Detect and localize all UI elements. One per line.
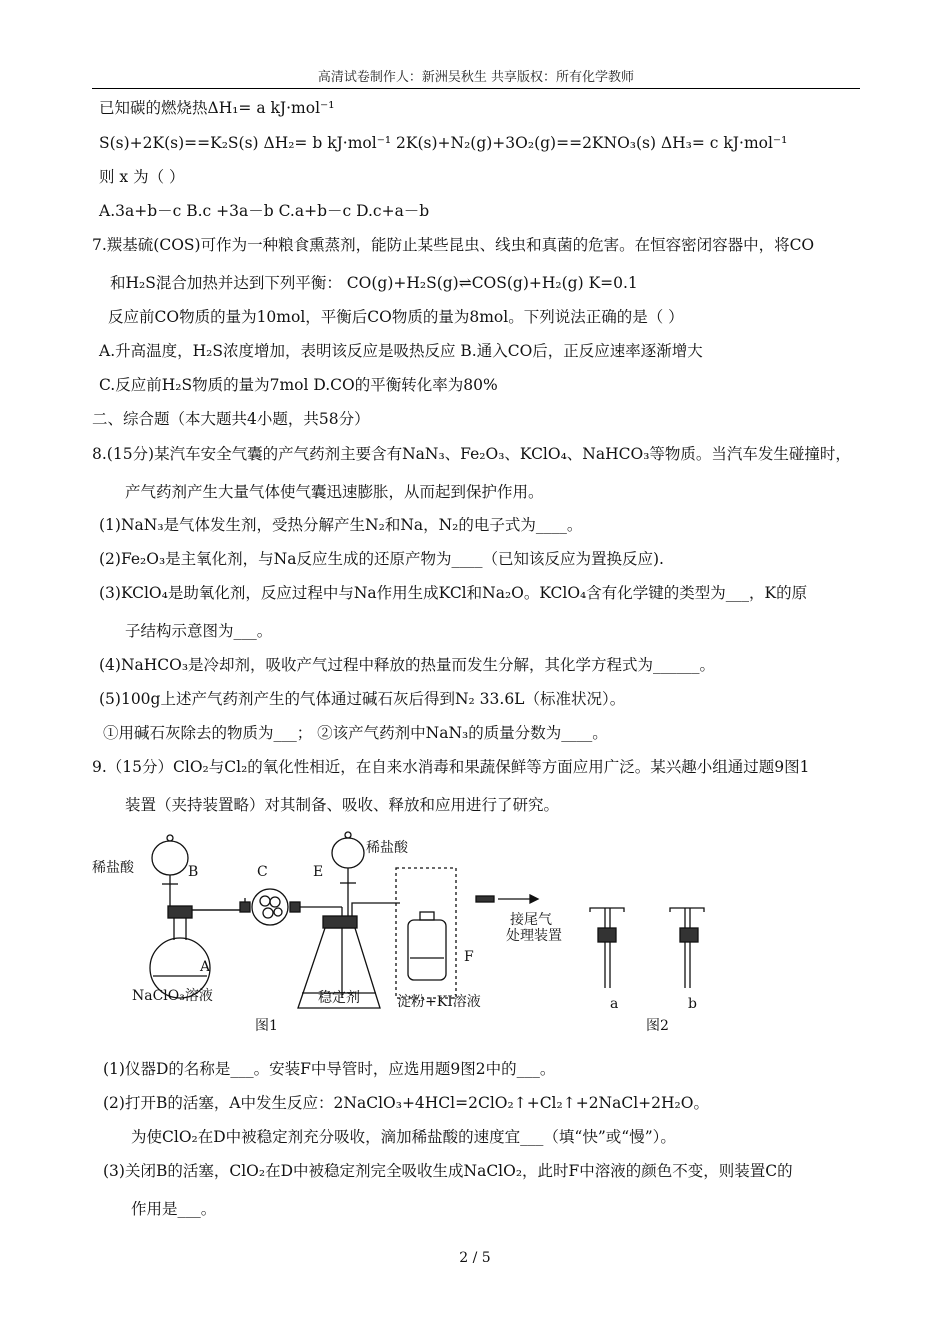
label-stabilizer: 稳定剂 — [318, 990, 360, 1006]
label-tube-b: b — [688, 996, 697, 1012]
text-line: 为使ClO₂在D中被稳定剂充分吸收，滴加稀盐酸的速度宜___（填“快”或“慢”）。 — [131, 1128, 676, 1146]
text-line: A.3a+b－c B.c +3a－b C.a+b－c D.c+a－b — [99, 202, 430, 220]
text-line: 产气药剂产生大量气体使气囊迅速膨胀，从而起到保护作用。 — [125, 483, 544, 501]
bottle-f — [408, 920, 446, 980]
label-fig2: 图2 — [646, 1018, 669, 1034]
label-acid-left: 稀盐酸 — [92, 860, 134, 876]
text-line: 子结构示意图为___。 — [125, 622, 273, 640]
label-e: E — [313, 864, 324, 880]
text-line: (2)Fe₂O₃是主氧化剂，与Na反应生成的还原产物为____（已知该反应为置换反应). — [99, 550, 664, 568]
drying-tube-c — [252, 889, 288, 925]
question-8: 8.(15分)某汽车安全气囊的产气药剂主要含有NaN₃、Fe₂O₃、KClO₄、NaHCO₃等物质。当汽车发生碰撞时， — [92, 445, 851, 463]
text-line: (1)仪器D的名称是___。安装F中导管时，应选用题9图2中的___。 — [103, 1060, 556, 1078]
label-c: C — [257, 864, 268, 880]
funnel-b — [152, 841, 188, 875]
text-line: (3)关闭B的活塞，ClO₂在D中被稳定剂完全吸收生成NaClO₂，此时F中溶液的颜色不变，则装置C的 — [103, 1162, 793, 1180]
text-line: 反应前CO物质的量为10mol，平衡后CO物质的量为8mol。下列说法正确的是（ ） — [108, 308, 684, 326]
box-f — [396, 868, 456, 998]
text-line: 装置（夹持装置略）对其制备、吸收、释放和应用进行了研究。 — [125, 796, 560, 814]
text-line: 已知碳的燃烧热ΔH₁= a kJ·mol⁻¹ — [99, 99, 335, 117]
question-9: 9.（15分）ClO₂与Cl₂的氧化性相近，在自来水消毒和果蔬保鲜等方面应用广泛。某兴趣小组通过题9图1 — [92, 758, 810, 776]
question-7: 7.羰基硫(COS)可作为一种粮食熏蒸剂，能防止某些昆虫、线虫和真菌的危害。在恒容密闭容器中，将CO — [92, 236, 815, 254]
text-line: (1)NaN₃是气体发生剂，受热分解产生N₂和Na，N₂的电子式为____。 — [99, 516, 583, 534]
text-line: C.反应前H₂S物质的量为7mol D.CO的平衡转化率为80% — [99, 376, 498, 394]
label-b: B — [188, 864, 199, 880]
label-a: A — [200, 959, 211, 975]
text-line: (2)打开B的活塞，A中发生反应：2NaClO₃+4HCl=2ClO₂↑+Cl₂↑+2NaCl+2H₂O。 — [103, 1094, 709, 1112]
label-tube-a: a — [610, 996, 619, 1012]
stopper-a — [168, 906, 192, 918]
text-line: ①用碱石灰除去的物质为___； ②该产气药剂中NaN₃的质量分数为____。 — [103, 724, 608, 742]
label-naclo3: NaClO₃溶液 — [132, 988, 213, 1004]
text-line: 作用是___。 — [131, 1200, 217, 1218]
apparatus-figure — [80, 828, 880, 1043]
label-tail-gas-1: 接尾气 — [510, 912, 552, 928]
text-line: S(s)+2K(s)==K₂S(s) ΔH₂= b kJ·mol⁻¹ 2K(s)+N₂(g)+3O₂(g)==2KNO₃(s) ΔH₃= c kJ·mol⁻¹ — [99, 134, 788, 152]
label-fig1: 图1 — [255, 1018, 278, 1034]
text-line: 则 x 为（ ） — [99, 168, 185, 186]
label-tail-gas-2: 处理装置 — [506, 928, 562, 944]
funnel-e — [332, 838, 364, 868]
label-starch-ki: 淀粉+KI溶液 — [397, 994, 481, 1010]
text-line: A.升高温度，H₂S浓度增加，表明该反应是吸热反应 B.通入CO后，正反应速率逐渐增大 — [99, 342, 703, 360]
section-title: 二、综合题（本大题共4小题，共58分） — [92, 410, 370, 428]
text-line: (4)NaHCO₃是冷却剂，吸收产气过程中释放的热量而发生分解，其化学方程式为______。 — [99, 656, 716, 674]
label-acid-right: 稀盐酸 — [366, 840, 408, 856]
label-f: F — [464, 949, 474, 965]
text-line: (3)KClO₄是助氧化剂，反应过程中与Na作用生成KCl和Na₂O。KClO₄含有化学键的类型为___，K的原 — [99, 584, 808, 602]
page-number: 2 / 5 — [459, 1250, 491, 1266]
page-header: 高清试卷制作人：新洲吴秋生 共享版权：所有化学教师 — [92, 66, 860, 89]
text-line: 和H₂S混合加热并达到下列平衡： CO(g)+H₂S(g)⇌COS(g)+H₂(g) K=0.1 — [110, 274, 638, 292]
text-line: (5)100g上述产气药剂产生的气体通过碱石灰后得到N₂ 33.6L（标准状况）。 — [99, 690, 626, 708]
